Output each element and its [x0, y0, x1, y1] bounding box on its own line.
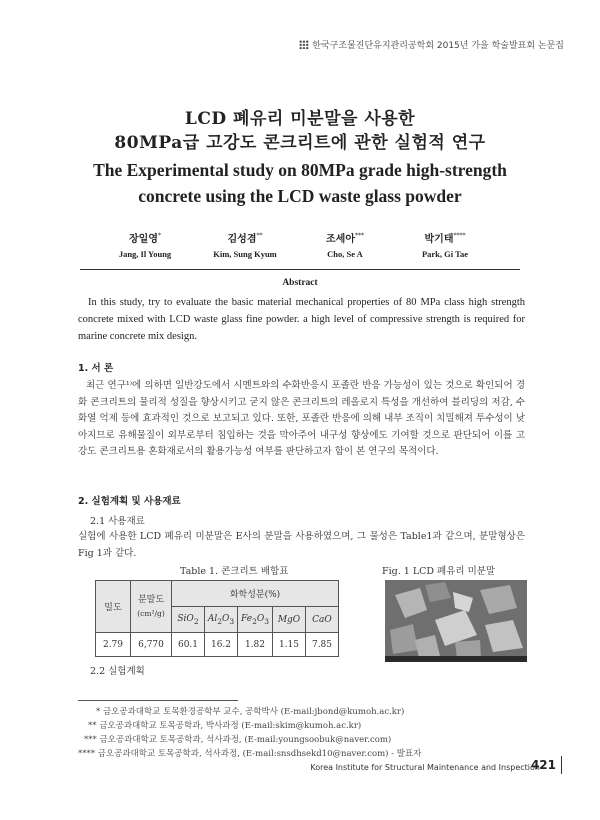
- section-body: 최근 연구¹⁾에 의하면 일반강도에서 시멘트와의 수화반응시 포졸란 반응 가능성이 있는 것으로 확인되어 경화 콘크리트의 물리적 성질을 향상시키고 굳지 않은 콘크리트의 레올로지 특성을 개선하여 블리딩의 저감, 수화열 억제 등에 효과적인 것으로 보고되고 있다. 또한, 포졸란 반응에 의해 내부 조직이 치밀해져 투수성이 낮아지므로 유해물질이 외부로부터 침입하는 것을 막아주어 내구성 향상에도 기여할 것으로 판단되어 이를 고강도 콘크리트용 혼화재로서의 활용가능성 여부를 판단하고자 함이 본 연구의 목적이다.: [78, 380, 525, 457]
- author-name-en: Jang, Il Young: [118, 249, 172, 259]
- table-cell: 1.15: [273, 633, 306, 657]
- footnote-mark: **: [88, 721, 97, 731]
- title-korean-line1: LCD 폐유리 미분말을 사용한: [184, 109, 416, 129]
- title-english-line2: concrete using the LCD waste glass powder: [138, 186, 462, 206]
- author: [90, 230, 200, 259]
- table-header: SiO$_2$: [172, 607, 205, 633]
- table-header: CaO: [306, 607, 339, 633]
- author: [190, 230, 300, 259]
- table-header: 밀도: [96, 581, 131, 633]
- table-cell: 60.1: [172, 633, 205, 657]
- author-mark: **: [256, 232, 263, 240]
- table-header: $Fe_2O_3$: [238, 607, 273, 633]
- footnote: [84, 733, 391, 745]
- author-name-en: Park, Gi Tae: [421, 249, 469, 259]
- micrograph-texture: [385, 580, 527, 662]
- journal-header: [299, 38, 564, 51]
- footnote: [78, 747, 421, 759]
- footnote-text: 금오공과대학교 토목공학과, 박사과정 (E-mail:skim@kumoh.ac.kr): [99, 721, 362, 731]
- footnote: [96, 705, 404, 717]
- author-mark: ****: [453, 232, 466, 240]
- divider: [80, 269, 520, 270]
- table-header-unit: (cm²/g): [137, 608, 165, 618]
- table-cell: 6,770: [131, 633, 172, 657]
- table-header-label: 분말도: [137, 594, 165, 605]
- table-cell: 1.82: [238, 633, 273, 657]
- subscript: 2: [193, 616, 199, 626]
- author-name-ko: 장일영: [129, 234, 158, 245]
- table-header: $Al_2O_3$: [205, 607, 238, 633]
- footnote-mark: *: [96, 707, 101, 717]
- subsection-heading: 2.1 사용재료: [90, 516, 145, 527]
- section-body: 실험에 사용한 LCD 폐유리 미분말은 E사의 분말을 사용하였으며, 그 물성은 Table1과 같으며, 분말형상은 Fig 1과 같다.: [78, 531, 525, 559]
- section-heading: 1. 서 론: [78, 363, 114, 374]
- dots-logo-icon: [299, 40, 309, 49]
- sem-micrograph-image: [385, 580, 527, 662]
- table-cell: 7.85: [306, 633, 339, 657]
- title-korean-line2: 80MPa급 고강도 콘크리트에 관한 실험적 연구: [114, 133, 486, 153]
- figure-caption: Fig. 1 LCD 폐유리 미분말: [382, 566, 496, 577]
- footnote-mark: ***: [84, 735, 97, 745]
- author-name-ko: 박기태: [424, 234, 454, 245]
- mix-table: [95, 580, 339, 657]
- author-name-en: Cho, Se A: [327, 249, 363, 259]
- footnote: [88, 719, 361, 731]
- footnote-mark: ****: [78, 749, 95, 759]
- table-cell: 16.2: [205, 633, 238, 657]
- author-name-ko: 조세아: [326, 234, 355, 245]
- author-mark: *: [157, 232, 161, 240]
- author: [390, 230, 500, 259]
- abstract-title: Abstract: [282, 278, 318, 288]
- author-mark: ***: [354, 232, 364, 240]
- footnote-divider: [78, 700, 238, 701]
- footer-institute: Korea Institute for Structural Maintenance and Inspection: [310, 763, 540, 772]
- abstract-body: In this study, try to evaluate the basic material mechanical properties of 80 MPa class high strength concrete mixed with LCD waste glass fine powder. a high level of compressive strength is required for marine concrete mix design.: [78, 297, 525, 342]
- journal-name: 한국구조물진단유지관리공학회 2015년 가을 학술발표회 논문집: [312, 41, 564, 51]
- table-header: MgO: [273, 607, 306, 633]
- footnote-text: 금오공과대학교 토목공학과, 석사과정, (E-mail:snsdhsekd10@naver.com) - 발표자: [97, 749, 422, 759]
- table-header: 화학성분(%): [172, 581, 339, 607]
- page-number: 421: [530, 758, 556, 772]
- footer-divider: [561, 756, 562, 774]
- section-heading: 2. 실험계획 및 사용재료: [78, 496, 181, 507]
- table-cell: 2.79: [96, 633, 131, 657]
- footnote-text: 금오공과대학교 토목환경공학부 교수, 공학박사 (E-mail:jbond@kumoh.ac.kr): [102, 707, 405, 717]
- table-header: [131, 581, 172, 633]
- author-name-en: Kim, Sung Kyum: [213, 249, 277, 259]
- title-english-line1: The Experimental study on 80MPa grade high-strength: [93, 160, 507, 180]
- author-name-ko: 김성겸: [227, 234, 257, 245]
- table-caption: Table 1. 콘크리트 배합표: [180, 566, 289, 577]
- author: [290, 230, 400, 259]
- subsection-heading: 2.2 실험계획: [90, 666, 145, 677]
- footnote-text: 금오공과대학교 토목공학과, 석사과정, (E-mail:youngsoobuk@naver.com): [99, 735, 392, 745]
- table-row: [96, 633, 339, 657]
